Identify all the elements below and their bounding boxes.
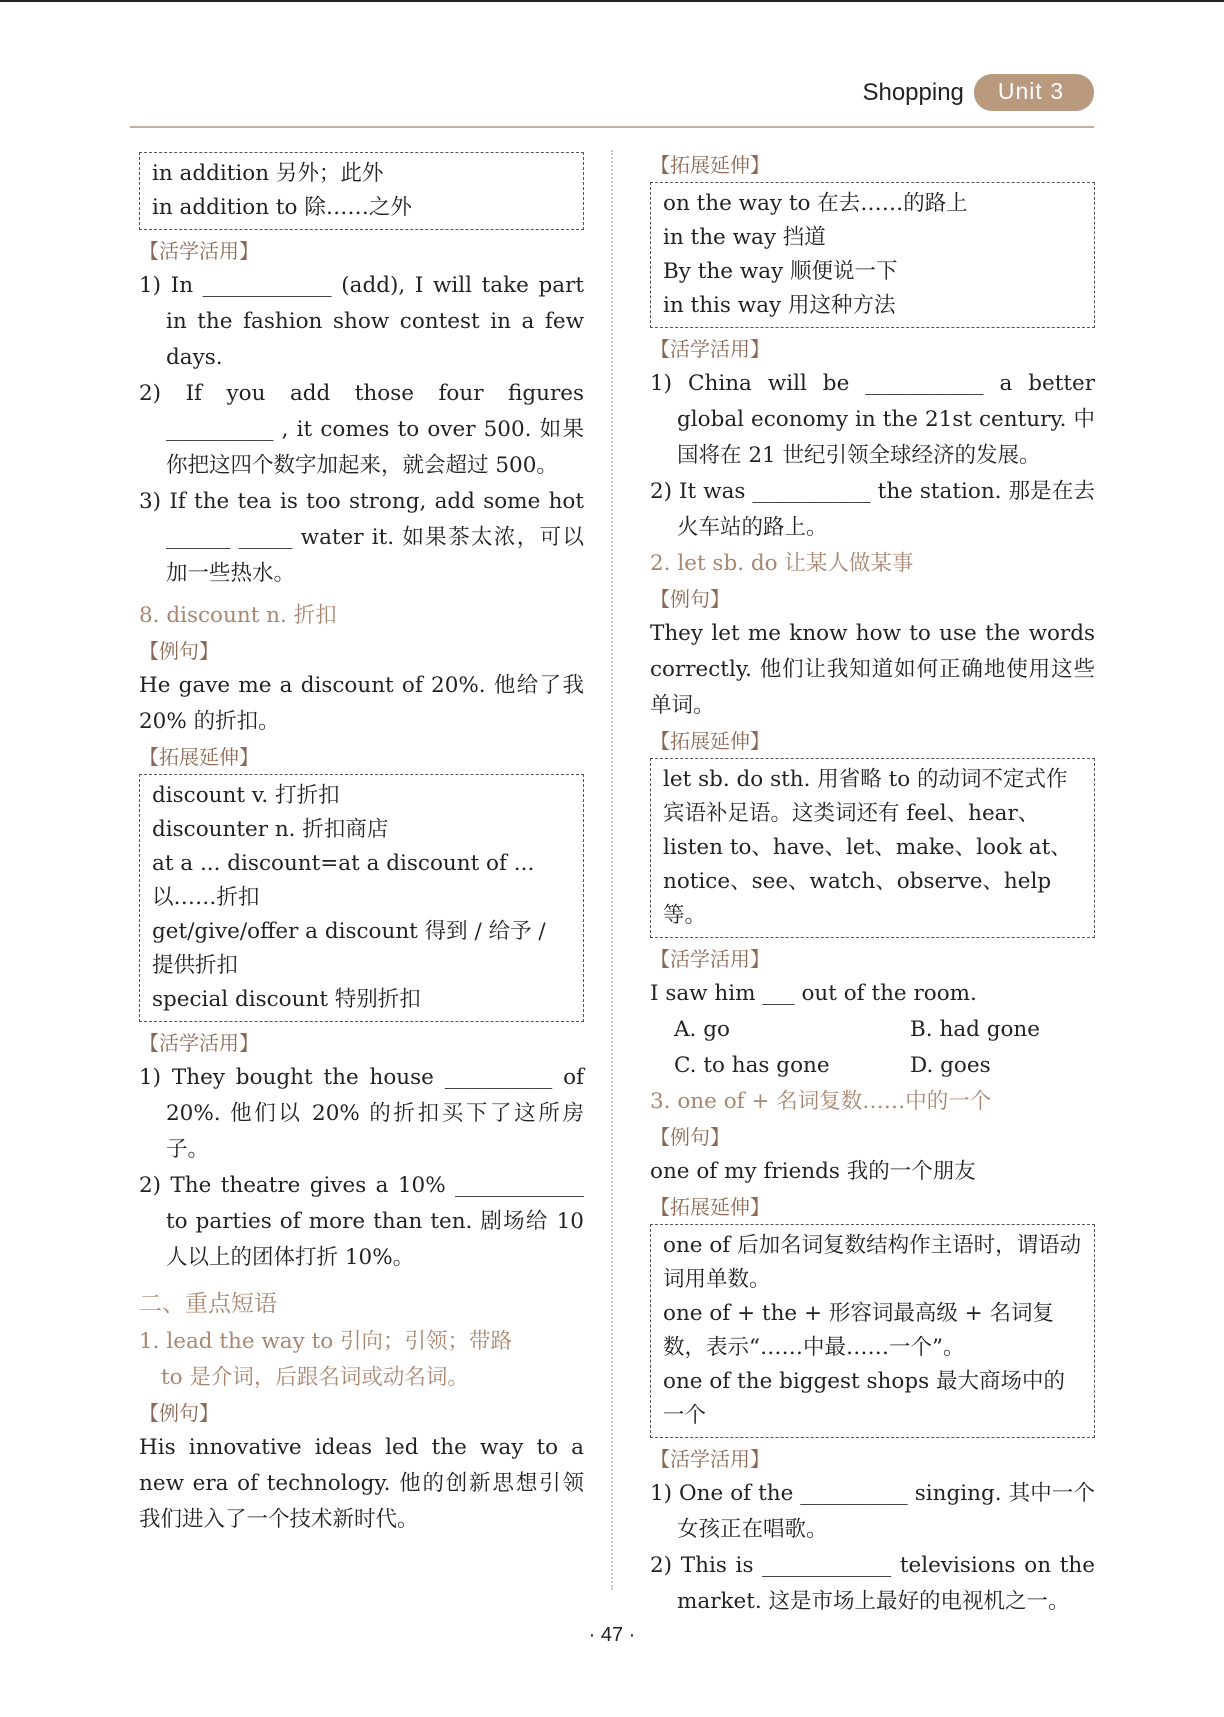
- phrase-box: [139, 152, 584, 230]
- answer-options: [650, 1012, 1095, 1084]
- phrase-heading: 3. one of + 名词复数……中的一个: [650, 1089, 992, 1114]
- header-rule: [130, 126, 1094, 128]
- box-line: discount v. 打折扣: [152, 783, 340, 808]
- box-line: get/give/offer a discount 得到 / 给予 / 提供折扣: [152, 919, 546, 978]
- extension-box: [650, 182, 1095, 328]
- top-border: [0, 0, 1224, 2]
- box-line: in this way 用这种方法: [663, 293, 896, 318]
- option-b: B. had gone: [910, 1017, 1041, 1042]
- left-column: [139, 152, 584, 1538]
- example-sentence: He gave me a discount of 20%. 他给了我 20% 的折扣。: [139, 673, 584, 734]
- exercise-item: 1) They bought the house __________ of 20%. 他们以 20% 的折扣买下了这所房子。: [139, 1065, 584, 1162]
- page-header: [862, 74, 1094, 111]
- column-divider: [611, 150, 613, 1590]
- example-sentence: one of my friends 我的一个朋友: [650, 1159, 976, 1184]
- exercise-item: 2) The theatre gives a 10% ____________ to parties of more than ten. 剧场给 10 人以上的团体打折 10%。: [139, 1173, 584, 1270]
- box-line: in the way 挡道: [663, 225, 826, 250]
- box-line: discounter n. 折扣商店: [152, 817, 389, 842]
- practice-tag: 【活学活用】: [650, 1447, 770, 1471]
- box-line: one of the biggest shops 最大商场中的一个: [663, 1369, 1065, 1428]
- practice-tag: 【活学活用】: [650, 947, 770, 971]
- extension-tag: 【拓展延伸】: [650, 153, 770, 177]
- extension-tag: 【拓展延伸】: [139, 745, 259, 769]
- exercise-item: 1) In ____________ (add), I will take part in the fashion show contest in a few days.: [139, 273, 584, 370]
- practice-tag: 【活学活用】: [139, 1031, 259, 1055]
- example-sentence: They let me know how to use the words correctly. 他们让我知道如何正确地使用这些单词。: [650, 621, 1095, 718]
- right-column: [650, 148, 1095, 1620]
- box-line: in addition 另外；此外: [152, 161, 384, 186]
- extension-box: [650, 758, 1095, 938]
- exercise-item: 1) China will be ___________ a better global economy in the 21st century. 中国将在 21 世纪引领全球经济的发展。: [650, 371, 1095, 468]
- phrase-note: to 是介词，后跟名词或动名词。: [161, 1365, 469, 1390]
- extension-box: [650, 1224, 1095, 1438]
- section-heading: 二、重点短语: [139, 1291, 277, 1317]
- section-title: Shopping: [862, 78, 964, 106]
- example-tag: 【例句】: [650, 587, 730, 611]
- practice-tag: 【活学活用】: [650, 337, 770, 361]
- box-line: one of 后加名词复数结构作主语时，谓语动词用单数。: [663, 1233, 1082, 1292]
- box-line: By the way 顺便说一下: [663, 259, 898, 284]
- phrase-heading: 1. lead the way to 引向；引领；带路: [139, 1329, 513, 1354]
- exercise-item: 2) If you add those four figures __________ , it comes to over 500. 如果你把这四个数字加起来，就会超过 500。: [139, 381, 584, 478]
- unit-badge: Unit 3: [974, 74, 1094, 111]
- question-stem: I saw him ___ out of the room.: [650, 981, 977, 1006]
- practice-tag: 【活学活用】: [139, 239, 259, 263]
- exercise-item: 2) This is ____________ televisions on the market. 这是市场上最好的电视机之一。: [650, 1553, 1095, 1614]
- extension-tag: 【拓展延伸】: [650, 729, 770, 753]
- example-tag: 【例句】: [139, 639, 219, 663]
- exercise-item: 1) One of the __________ singing. 其中一个女孩正在唱歌。: [650, 1481, 1095, 1542]
- phrase-heading: 2. let sb. do 让某人做某事: [650, 551, 914, 576]
- box-line: let sb. do sth. 用省略 to 的动词不定式作宾语补足语。这类词还有 feel、hear、listen to、have、let、make、look at、notice、see、watch、observe、help 等。: [663, 767, 1072, 928]
- example-sentence: His innovative ideas led the way to a new era of technology. 他的创新思想引领我们进入了一个技术新时代。: [139, 1435, 584, 1532]
- example-tag: 【例句】: [139, 1401, 219, 1425]
- box-line: in addition to 除……之外: [152, 195, 412, 220]
- option-c: C. to has gone: [674, 1053, 830, 1078]
- vocab-heading: 8. discount n. 折扣: [139, 603, 337, 628]
- extension-box: [139, 774, 584, 1022]
- box-line: special discount 特别折扣: [152, 987, 421, 1012]
- box-line: at a ... discount=at a discount of ... 以……折扣: [152, 851, 535, 910]
- box-line: one of + the + 形容词最高级 + 名词复数，表示“……中最……一个”。: [663, 1301, 1055, 1360]
- exercise-item: 2) It was ___________ the station. 那是在去火车站的路上。: [650, 479, 1095, 540]
- page-number: · 47 ·: [588, 1624, 636, 1646]
- option-d: D. goes: [910, 1053, 991, 1078]
- extension-tag: 【拓展延伸】: [650, 1195, 770, 1219]
- exercise-item: 3) If the tea is too strong, add some hot ______ _____ water it. 如果茶太浓，可以加一些热水。: [139, 489, 584, 586]
- example-tag: 【例句】: [650, 1125, 730, 1149]
- box-line: on the way to 在去……的路上: [663, 191, 968, 216]
- option-a: A. go: [674, 1017, 730, 1042]
